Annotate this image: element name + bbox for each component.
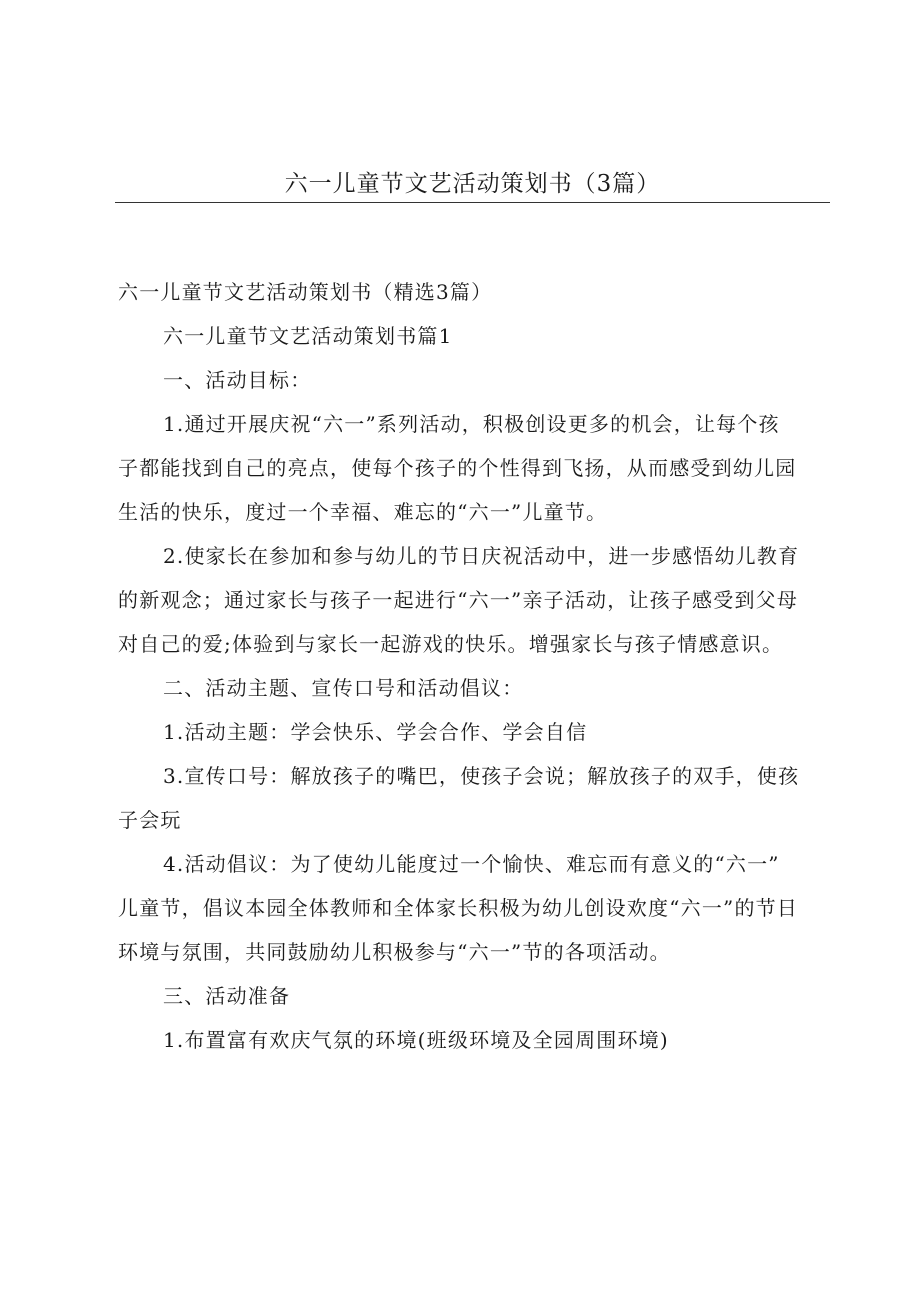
paragraph-line: 子会玩 xyxy=(118,808,182,832)
document-body xyxy=(118,270,830,1062)
paragraph-line: 儿童节，倡议本园全体教师和全体家长积极为幼儿创设欢度“六一”的节日 xyxy=(118,896,799,920)
paragraph-line: 子都能找到自己的亮点，使每个孩子的个性得到飞扬，从而感受到幼儿园 xyxy=(118,456,797,480)
paragraph-line: 1.通过开展庆祝“六一”系列活动，积极创设更多的机会，让每个孩 xyxy=(163,412,780,436)
paragraph-line: 1.活动主题：学会快乐、学会合作、学会自信 xyxy=(163,720,588,744)
paragraph-line: 3.宣传口号：解放孩子的嘴巴，使孩子会说；解放孩子的双手，使孩 xyxy=(163,764,800,788)
paragraph-line: 1.布置富有欢庆气氛的环境(班级环境及全园周围环境) xyxy=(163,1028,669,1052)
paragraph-line: 2.使家长在参加和参与幼儿的节日庆祝活动中，进一步感悟幼儿教育 xyxy=(163,544,800,568)
paragraph-subtitle: 六一儿童节文艺活动策划书（精选3篇） xyxy=(118,280,493,304)
paragraph-heading-theme: 二、活动主题、宣传口号和活动倡议： xyxy=(163,676,524,700)
document-title: 六一儿童节文艺活动策划书（3篇） xyxy=(284,171,661,197)
title-underline xyxy=(115,202,830,203)
paragraph-line: 的新观念；通过家长与孩子一起进行“六一”亲子活动，让孩子感受到父母 xyxy=(118,588,799,612)
paragraph-line: 4.活动倡议：为了使幼儿能度过一个愉快、难忘而有意义的“六一” xyxy=(163,852,780,876)
paragraph-line: 对自己的爱;体验到与家长一起游戏的快乐。增强家长与孩子情感意识。 xyxy=(118,632,784,656)
paragraph-heading-goals: 一、活动目标： xyxy=(163,368,312,392)
paragraph-line: 环境与氛围，共同鼓励幼儿积极参与“六一”节的各项活动。 xyxy=(118,940,671,964)
paragraph-section-heading: 六一儿童节文艺活动策划书篇1 xyxy=(163,324,453,348)
paragraph-line: 生活的快乐，度过一个幸福、难忘的“六一”儿童节。 xyxy=(118,500,608,524)
paragraph-heading-preparation: 三、活动准备 xyxy=(163,984,291,1008)
